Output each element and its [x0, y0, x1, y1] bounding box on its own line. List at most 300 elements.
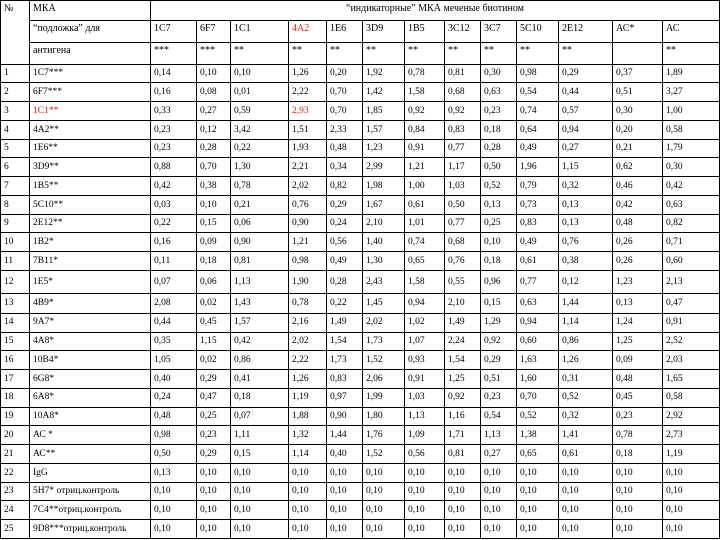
value-cell: 0,71 — [663, 233, 720, 252]
value-cell: 0,22 — [327, 293, 363, 313]
value-cell: 2,02 — [289, 332, 327, 351]
value-cell: 0,10 — [481, 501, 517, 520]
table-row — [1, 501, 720, 520]
value-cell: 2,92 — [663, 407, 720, 426]
column-header-name: 1С1 — [231, 20, 289, 42]
value-cell: 1,05 — [151, 351, 197, 370]
value-cell: 1,52 — [363, 445, 405, 464]
value-cell: 1,54 — [327, 332, 363, 351]
value-cell: 1,58 — [405, 271, 445, 294]
column-header-mark: ** — [327, 42, 363, 64]
row-mab-name: 4А8* — [30, 332, 151, 351]
value-cell: 0,78 — [613, 426, 663, 445]
value-cell: 0,37 — [613, 64, 663, 83]
value-cell: 0,78 — [289, 293, 327, 313]
value-cell: 2,08 — [151, 293, 197, 313]
value-cell: 2,43 — [363, 271, 405, 294]
value-cell: 0,46 — [613, 177, 663, 196]
value-cell: 0,27 — [559, 139, 613, 158]
value-cell: 0,10 — [231, 64, 289, 83]
value-cell: 0,88 — [151, 158, 197, 177]
value-cell: 1,40 — [363, 233, 405, 252]
value-cell: 0,30 — [481, 64, 517, 83]
value-cell: 0,03 — [151, 195, 197, 214]
value-cell: 0,34 — [327, 158, 363, 177]
value-cell: 0,10 — [559, 520, 613, 539]
column-header-mark: ** — [445, 42, 481, 64]
row-number: 17 — [1, 370, 30, 389]
value-cell: 0,10 — [197, 195, 231, 214]
value-cell: 0,70 — [197, 158, 231, 177]
row-mab-name: 5Н7* отриц.контроль — [30, 482, 151, 501]
value-cell: 0,18 — [481, 252, 517, 271]
value-cell: 1,03 — [405, 388, 445, 407]
value-cell: 0,11 — [151, 252, 197, 271]
value-cell: 0,10 — [231, 520, 289, 539]
value-cell: 0,10 — [663, 463, 720, 482]
value-cell: 0,10 — [445, 482, 481, 501]
value-cell: 0,10 — [613, 482, 663, 501]
value-cell: 1,01 — [405, 214, 445, 233]
value-cell: 1,26 — [289, 370, 327, 389]
value-cell: 0,01 — [231, 83, 289, 102]
value-cell: 0,24 — [151, 388, 197, 407]
row-mab-name: 7В11* — [30, 252, 151, 271]
value-cell: 0,77 — [445, 214, 481, 233]
value-cell: 0,21 — [613, 139, 663, 158]
value-cell: 0,13 — [559, 214, 613, 233]
row-mab-name: 9D8***отриц.контроль — [30, 520, 151, 539]
value-cell: 0,91 — [405, 139, 445, 158]
value-cell: 1,13 — [405, 407, 445, 426]
value-cell: 0,93 — [405, 351, 445, 370]
value-cell: 0,10 — [517, 463, 559, 482]
value-cell: 1,26 — [289, 64, 327, 83]
row-mab-name: 10А8* — [30, 407, 151, 426]
column-header-name: 1В5 — [405, 20, 445, 42]
row-mab-name: 6F7*** — [30, 83, 151, 102]
value-cell: 0,76 — [289, 195, 327, 214]
value-cell: 0,64 — [517, 120, 559, 139]
value-cell: 1,42 — [363, 83, 405, 102]
column-header-name: 3D9 — [363, 20, 405, 42]
value-cell: 1,30 — [363, 252, 405, 271]
value-cell: 1,03 — [445, 177, 481, 196]
row-number: 15 — [1, 332, 30, 351]
value-cell: 0,29 — [197, 370, 231, 389]
value-cell: 0,76 — [559, 233, 613, 252]
value-cell: 0,40 — [327, 445, 363, 464]
value-cell: 1,23 — [363, 139, 405, 158]
value-cell: 1,19 — [289, 388, 327, 407]
value-cell: 2,16 — [289, 313, 327, 332]
value-cell: 0,10 — [663, 520, 720, 539]
value-cell: 0,07 — [231, 407, 289, 426]
row-number: 2 — [1, 83, 30, 102]
row-number: 4 — [1, 120, 30, 139]
value-cell: 0,13 — [613, 293, 663, 313]
value-cell: 0,22 — [231, 139, 289, 158]
value-cell: 0,52 — [517, 407, 559, 426]
value-cell: 0,06 — [197, 271, 231, 294]
value-cell: 3,27 — [663, 83, 720, 102]
table-row — [1, 520, 720, 539]
value-cell: 1,00 — [663, 102, 720, 121]
value-cell: 0,60 — [663, 252, 720, 271]
value-cell: 0,10 — [197, 520, 231, 539]
value-cell: 0,68 — [445, 83, 481, 102]
value-cell: 1,13 — [231, 271, 289, 294]
value-cell: 0,20 — [327, 64, 363, 83]
value-cell: 0,61 — [517, 252, 559, 271]
value-cell: 0,10 — [405, 482, 445, 501]
value-cell: 1,17 — [445, 158, 481, 177]
value-cell: 1,76 — [363, 426, 405, 445]
value-cell: 1,60 — [517, 370, 559, 389]
row-number: 7 — [1, 177, 30, 196]
value-cell: 0,29 — [559, 64, 613, 83]
value-cell: 0,10 — [405, 520, 445, 539]
table-row — [1, 463, 720, 482]
value-cell: 0,25 — [197, 407, 231, 426]
value-cell: 0,59 — [231, 102, 289, 121]
row-mab-name: 4А2** — [30, 120, 151, 139]
value-cell: 1,25 — [613, 332, 663, 351]
value-cell: 2,73 — [663, 426, 720, 445]
row-number: 14 — [1, 313, 30, 332]
value-cell: 0,61 — [405, 195, 445, 214]
column-header-name: 6F7 — [197, 20, 231, 42]
value-cell: 1,73 — [363, 332, 405, 351]
value-cell: 0,10 — [197, 64, 231, 83]
value-cell: 0,22 — [151, 214, 197, 233]
value-cell: 1,21 — [289, 233, 327, 252]
value-cell: 0,77 — [445, 139, 481, 158]
value-cell: 1,96 — [517, 158, 559, 177]
value-cell: 2,33 — [327, 120, 363, 139]
column-header-mark: ** — [231, 42, 289, 64]
value-cell: 1,07 — [405, 332, 445, 351]
row-number: 21 — [1, 445, 30, 464]
value-cell: 2,06 — [363, 370, 405, 389]
value-cell: 1,02 — [405, 313, 445, 332]
row-number: 18 — [1, 388, 30, 407]
value-cell: 2,21 — [289, 158, 327, 177]
value-cell: 1,26 — [559, 351, 613, 370]
row-mab-name: 6G8* — [30, 370, 151, 389]
value-cell: 0,27 — [197, 102, 231, 121]
table-row — [1, 214, 720, 233]
table-row — [1, 407, 720, 426]
value-cell: 0,10 — [197, 482, 231, 501]
value-cell: 0,83 — [327, 370, 363, 389]
value-cell: 0,78 — [405, 64, 445, 83]
value-cell: 0,90 — [231, 233, 289, 252]
value-cell: 1,16 — [445, 407, 481, 426]
value-cell: 0,10 — [405, 501, 445, 520]
value-cell: 1,90 — [289, 271, 327, 294]
value-cell: 0,15 — [231, 445, 289, 464]
value-cell: 0,12 — [197, 120, 231, 139]
column-header-mark: ** — [289, 42, 327, 64]
table-row — [1, 139, 720, 158]
row-mab-name: 3D9** — [30, 158, 151, 177]
value-cell: 1,73 — [327, 351, 363, 370]
value-cell: 0,48 — [613, 370, 663, 389]
row-mab-name: 1В2* — [30, 233, 151, 252]
value-cell: 0,35 — [151, 332, 197, 351]
value-cell: 0,10 — [481, 520, 517, 539]
value-cell: 0,90 — [289, 214, 327, 233]
row-number: 1 — [1, 64, 30, 83]
value-cell: 0,10 — [363, 482, 405, 501]
value-cell: 0,10 — [289, 463, 327, 482]
value-cell: 0,47 — [663, 293, 720, 313]
row-mab-name: 4В9* — [30, 293, 151, 313]
value-cell: 0,10 — [151, 482, 197, 501]
table-row — [1, 351, 720, 370]
value-cell: 0,28 — [197, 139, 231, 158]
value-cell: 0,10 — [517, 501, 559, 520]
value-cell: 0,23 — [613, 407, 663, 426]
row-mab-name: 1Е6** — [30, 139, 151, 158]
value-cell: 0,10 — [559, 463, 613, 482]
column-header-mark: *** — [197, 42, 231, 64]
value-cell: 0,18 — [481, 120, 517, 139]
value-cell: 0,42 — [231, 332, 289, 351]
value-cell: 0,10 — [481, 482, 517, 501]
table-row — [1, 195, 720, 214]
column-header-mark: ** — [517, 42, 559, 64]
row-number: 10 — [1, 233, 30, 252]
value-cell: 0,33 — [151, 102, 197, 121]
value-cell: 0,10 — [327, 501, 363, 520]
row-mab-name: 6А8* — [30, 388, 151, 407]
value-cell: 0,79 — [517, 177, 559, 196]
value-cell: 0,10 — [197, 501, 231, 520]
row-number: 9 — [1, 214, 30, 233]
value-cell: 0,81 — [231, 252, 289, 271]
value-cell: 0,10 — [289, 520, 327, 539]
value-cell: 0,82 — [663, 214, 720, 233]
row-mab-name: 1С7*** — [30, 64, 151, 83]
value-cell: 2,52 — [663, 332, 720, 351]
value-cell: 1,41 — [559, 426, 613, 445]
row-number: 6 — [1, 158, 30, 177]
value-cell: 0,10 — [327, 520, 363, 539]
table-row — [1, 482, 720, 501]
value-cell: 0,70 — [327, 102, 363, 121]
value-cell: 0,10 — [663, 501, 720, 520]
value-cell: 0,18 — [613, 445, 663, 464]
value-cell: 0,29 — [197, 445, 231, 464]
value-cell: 0,74 — [405, 233, 445, 252]
row-mab-name: 9А7* — [30, 313, 151, 332]
value-cell: 1,58 — [405, 83, 445, 102]
value-cell: 1,14 — [289, 445, 327, 464]
value-cell: 0,98 — [517, 64, 559, 83]
value-cell: 0,48 — [613, 214, 663, 233]
value-cell: 0,56 — [405, 445, 445, 464]
row-mab-name: 10В4* — [30, 351, 151, 370]
value-cell: 1,25 — [445, 370, 481, 389]
row-mab-name: 2Е12** — [30, 214, 151, 233]
value-cell: 1,30 — [231, 158, 289, 177]
header-mab-line2: “подложка” для — [30, 20, 151, 42]
column-header-name: 4А2 — [289, 20, 327, 42]
value-cell: 2,13 — [663, 271, 720, 294]
value-cell: 0,48 — [327, 139, 363, 158]
value-cell: 0,54 — [481, 407, 517, 426]
row-number: 23 — [1, 482, 30, 501]
row-number: 19 — [1, 407, 30, 426]
value-cell: 2,99 — [363, 158, 405, 177]
value-cell: 1,09 — [405, 426, 445, 445]
table-row — [1, 445, 720, 464]
table-row — [1, 177, 720, 196]
column-header-name: АС* — [613, 20, 663, 42]
value-cell: 1,19 — [663, 445, 720, 464]
value-cell: 1,57 — [363, 120, 405, 139]
value-cell: 0,15 — [481, 293, 517, 313]
value-cell: 0,20 — [613, 120, 663, 139]
table-row — [1, 426, 720, 445]
table-row — [1, 83, 720, 102]
row-mab-name: 1В5** — [30, 177, 151, 196]
value-cell: 1,11 — [231, 426, 289, 445]
value-cell: 1,13 — [481, 426, 517, 445]
table-row — [1, 158, 720, 177]
row-mab-name: АС** — [30, 445, 151, 464]
value-cell: 0,18 — [231, 388, 289, 407]
value-cell: 0,10 — [559, 501, 613, 520]
value-cell: 0,94 — [517, 313, 559, 332]
value-cell: 0,96 — [481, 271, 517, 294]
value-cell: 2,02 — [289, 177, 327, 196]
value-cell: 0,10 — [231, 482, 289, 501]
value-cell: 0,92 — [445, 102, 481, 121]
column-header-mark — [613, 42, 663, 64]
value-cell: 2,10 — [363, 214, 405, 233]
value-cell: 0,09 — [197, 233, 231, 252]
value-cell: 0,52 — [559, 388, 613, 407]
value-cell: 0,29 — [327, 195, 363, 214]
value-cell: 1,21 — [405, 158, 445, 177]
value-cell: 0,54 — [517, 83, 559, 102]
value-cell: 0,86 — [231, 351, 289, 370]
value-cell: 0,13 — [151, 463, 197, 482]
row-number: 5 — [1, 139, 30, 158]
value-cell: 1,92 — [363, 64, 405, 83]
value-cell: 2,24 — [445, 332, 481, 351]
value-cell: 0,10 — [663, 482, 720, 501]
value-cell: 0,10 — [363, 463, 405, 482]
column-header-mark: ** — [663, 42, 720, 64]
value-cell: 0,26 — [613, 252, 663, 271]
value-cell: 1,57 — [231, 313, 289, 332]
value-cell: 0,16 — [151, 83, 197, 102]
value-cell: 0,77 — [517, 271, 559, 294]
column-header-name: 1Е6 — [327, 20, 363, 42]
value-cell: 0,10 — [151, 501, 197, 520]
value-cell: 0,73 — [517, 195, 559, 214]
value-cell: 1,29 — [481, 313, 517, 332]
value-cell: 1,79 — [663, 139, 720, 158]
value-cell: 0,23 — [481, 102, 517, 121]
value-cell: 1,32 — [289, 426, 327, 445]
value-cell: 0,38 — [197, 177, 231, 196]
value-cell: 0,61 — [559, 445, 613, 464]
table-row — [1, 120, 720, 139]
value-cell: 0,81 — [445, 64, 481, 83]
value-cell: 3,42 — [231, 120, 289, 139]
value-cell: 2,10 — [445, 293, 481, 313]
value-cell: 1,38 — [517, 426, 559, 445]
value-cell: 0,09 — [613, 351, 663, 370]
column-header-name: 3С7 — [481, 20, 517, 42]
value-cell: 0,78 — [231, 177, 289, 196]
row-mab-name: 5С10** — [30, 195, 151, 214]
value-cell: 1,89 — [663, 64, 720, 83]
value-cell: 0,50 — [481, 158, 517, 177]
value-cell: 0,38 — [559, 252, 613, 271]
value-cell: 1,43 — [231, 293, 289, 313]
value-cell: 0,29 — [481, 351, 517, 370]
value-cell: 0,45 — [197, 313, 231, 332]
value-cell: 1,63 — [517, 351, 559, 370]
value-cell: 0,92 — [405, 102, 445, 121]
value-cell: 2,02 — [363, 313, 405, 332]
column-header-name: 2Е12 — [559, 20, 613, 42]
row-mab-name: 1С1** — [30, 102, 151, 121]
column-header-mark: *** — [151, 42, 197, 64]
value-cell: 0,51 — [613, 83, 663, 102]
value-cell: 0,60 — [517, 332, 559, 351]
table-row — [1, 252, 720, 271]
value-cell: 0,68 — [445, 233, 481, 252]
row-mab-name: АС * — [30, 426, 151, 445]
value-cell: 0,23 — [197, 426, 231, 445]
value-cell: 2,22 — [289, 351, 327, 370]
row-mab-name: 1Е5* — [30, 271, 151, 294]
table-row — [1, 233, 720, 252]
value-cell: 0,10 — [517, 482, 559, 501]
value-cell: 0,45 — [613, 388, 663, 407]
value-cell: 0,58 — [663, 120, 720, 139]
value-cell: 0,23 — [151, 120, 197, 139]
value-cell: 0,10 — [231, 463, 289, 482]
column-header-name: 3С12 — [445, 20, 481, 42]
table-row — [1, 102, 720, 121]
value-cell: 0,10 — [613, 501, 663, 520]
value-cell: 1,23 — [613, 271, 663, 294]
value-cell: 0,10 — [197, 463, 231, 482]
value-cell: 0,55 — [445, 271, 481, 294]
value-cell: 0,21 — [231, 195, 289, 214]
row-number: 8 — [1, 195, 30, 214]
value-cell: 0,58 — [663, 388, 720, 407]
value-cell: 0,42 — [613, 195, 663, 214]
value-cell: 0,50 — [445, 195, 481, 214]
value-cell: 0,02 — [197, 351, 231, 370]
value-cell: 1,98 — [363, 177, 405, 196]
value-cell: 0,10 — [613, 520, 663, 539]
value-cell: 0,49 — [327, 252, 363, 271]
value-cell: 0,02 — [197, 293, 231, 313]
value-cell: 1,49 — [445, 313, 481, 332]
table-row — [1, 64, 720, 83]
value-cell: 0,74 — [517, 102, 559, 121]
